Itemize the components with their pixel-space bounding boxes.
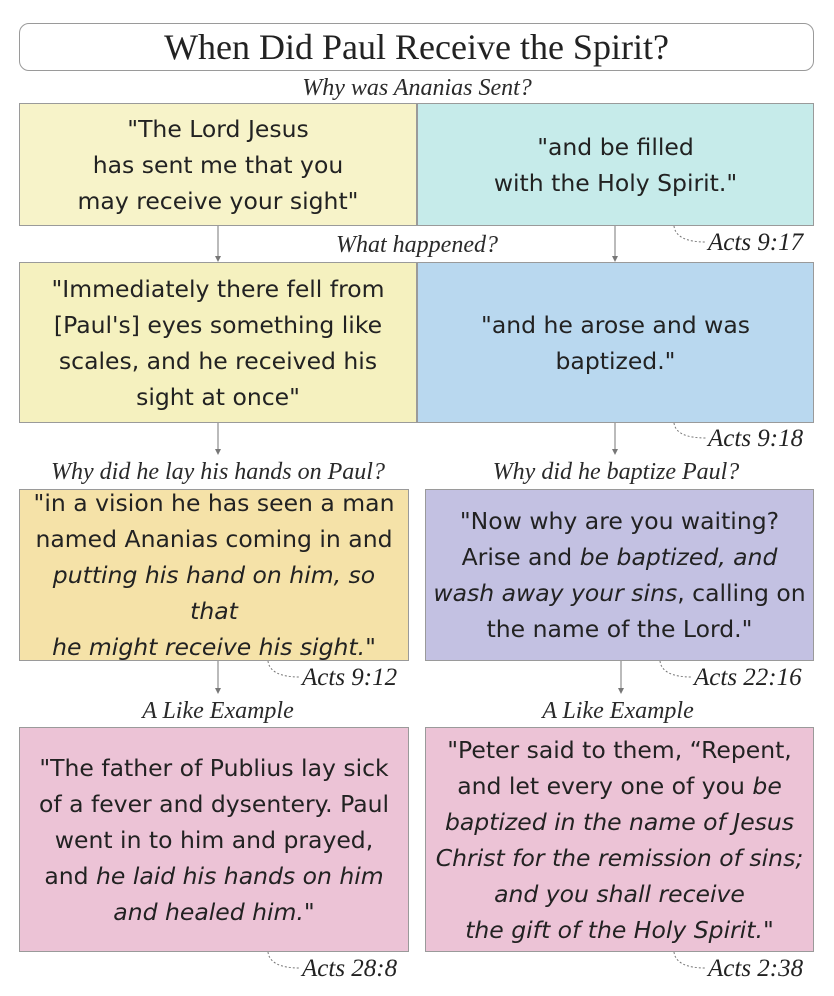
plain-text: and <box>44 861 96 890</box>
emphasis-text: wash away your sins <box>433 579 678 607</box>
quote-line: the name of the Lord." <box>486 615 753 643</box>
quote-line <box>433 575 805 611</box>
quote-line <box>433 539 805 575</box>
emphasis-text: be baptized, and <box>579 543 778 571</box>
quote-line <box>26 629 402 665</box>
quote-line <box>436 804 804 840</box>
label-why-ananias-sent: Why was Ananias Sent? <box>302 75 532 101</box>
emphasis-text: putting his hand on him, so that <box>52 561 376 625</box>
emphasis-text: baptized in the name of Jesus <box>444 807 795 836</box>
label-what-happened: What happened? <box>336 232 498 258</box>
emphasis-text: the gift of the Holy Spirit." <box>465 915 774 944</box>
quote-line <box>39 858 389 894</box>
quote-line <box>436 912 804 948</box>
emphasis-text: be <box>752 771 782 800</box>
quote-line: of a fever and dysentery. Paul <box>38 789 390 818</box>
label-why-lay-hands: Why did he lay his hands on Paul? <box>51 459 385 485</box>
ref-acts-9-12: Acts 9:12 <box>302 664 398 691</box>
quote-line: "Now why are you waiting? <box>459 507 780 535</box>
vision-quote-box <box>19 489 409 661</box>
quote-line: named Ananias coming in and <box>35 525 393 553</box>
ref-leader-line <box>660 661 692 677</box>
arrow-head <box>618 688 624 694</box>
plain-text: " <box>365 633 376 661</box>
ref-leader-line <box>674 226 706 242</box>
quote-line: went in to him and prayed, <box>54 825 374 854</box>
emphasis-text: he might receive his sight. <box>52 633 366 661</box>
ref-leader-line <box>674 952 706 968</box>
quote-line: "The father of Publius lay sick <box>39 753 389 782</box>
quote-line: "Peter said to them, “Repent, <box>447 735 792 764</box>
quote-line: sight at once" <box>136 382 300 411</box>
quote-line: "Immediately there fell from <box>51 274 385 303</box>
page-title: When Did Paul Receive the Spirit? <box>19 23 814 71</box>
ref-leader-line <box>674 423 706 438</box>
spirit-quote-box <box>417 103 814 226</box>
emphasis-text: Christ for the remission of sins; <box>435 843 804 872</box>
quote-line <box>436 876 804 912</box>
plain-text: , calling on <box>677 579 806 607</box>
waiting-quote-box <box>425 489 814 661</box>
quote-line: has sent me that you <box>92 150 344 179</box>
quote-line: with the Holy Spirit." <box>493 168 738 197</box>
baptized-quote-box <box>417 262 814 423</box>
plain-text: and let every one of you <box>457 771 753 800</box>
quote-line: "and he arose and was <box>481 310 750 339</box>
sight-quote-box <box>19 103 417 226</box>
peter-quote-box <box>425 727 814 952</box>
publius-quote-box <box>19 727 409 952</box>
emphasis-text: and healed him. <box>113 897 304 926</box>
label-like-example-right: A Like Example <box>542 698 694 724</box>
emphasis-text: and you shall receive <box>494 879 745 908</box>
ref-acts-9-18: Acts 9:18 <box>708 425 804 452</box>
label-why-baptize: Why did he baptize Paul? <box>492 459 740 485</box>
quote-line: baptized." <box>555 346 676 375</box>
quote-line <box>26 557 402 629</box>
arrow-head <box>612 449 618 455</box>
plain-text: Arise and <box>461 543 580 571</box>
quote-line: "and be filled <box>537 132 694 161</box>
arrow-head <box>215 688 221 694</box>
label-like-example-left: A Like Example <box>142 698 294 724</box>
ref-leader-line <box>268 952 300 968</box>
ref-acts-28-8: Acts 28:8 <box>302 955 398 982</box>
arrow-head <box>215 449 221 455</box>
quote-line <box>436 840 804 876</box>
quote-line: [Paul's] eyes something like <box>53 310 383 339</box>
ref-acts-9-17: Acts 9:17 <box>708 229 804 256</box>
quote-line: "in a vision he has seen a man <box>33 489 395 517</box>
quote-line <box>436 768 804 804</box>
emphasis-text: he laid his hands on him <box>96 861 384 890</box>
quote-line <box>39 894 389 930</box>
plain-text: " <box>303 897 315 926</box>
scales-quote-box <box>19 262 417 423</box>
ref-acts-22-16: Acts 22:16 <box>694 664 802 691</box>
ref-acts-2-38: Acts 2:38 <box>708 955 804 982</box>
quote-line: "The Lord Jesus <box>127 114 309 143</box>
quote-line: scales, and he received his <box>58 346 378 375</box>
quote-line: may receive your sight" <box>77 186 359 215</box>
